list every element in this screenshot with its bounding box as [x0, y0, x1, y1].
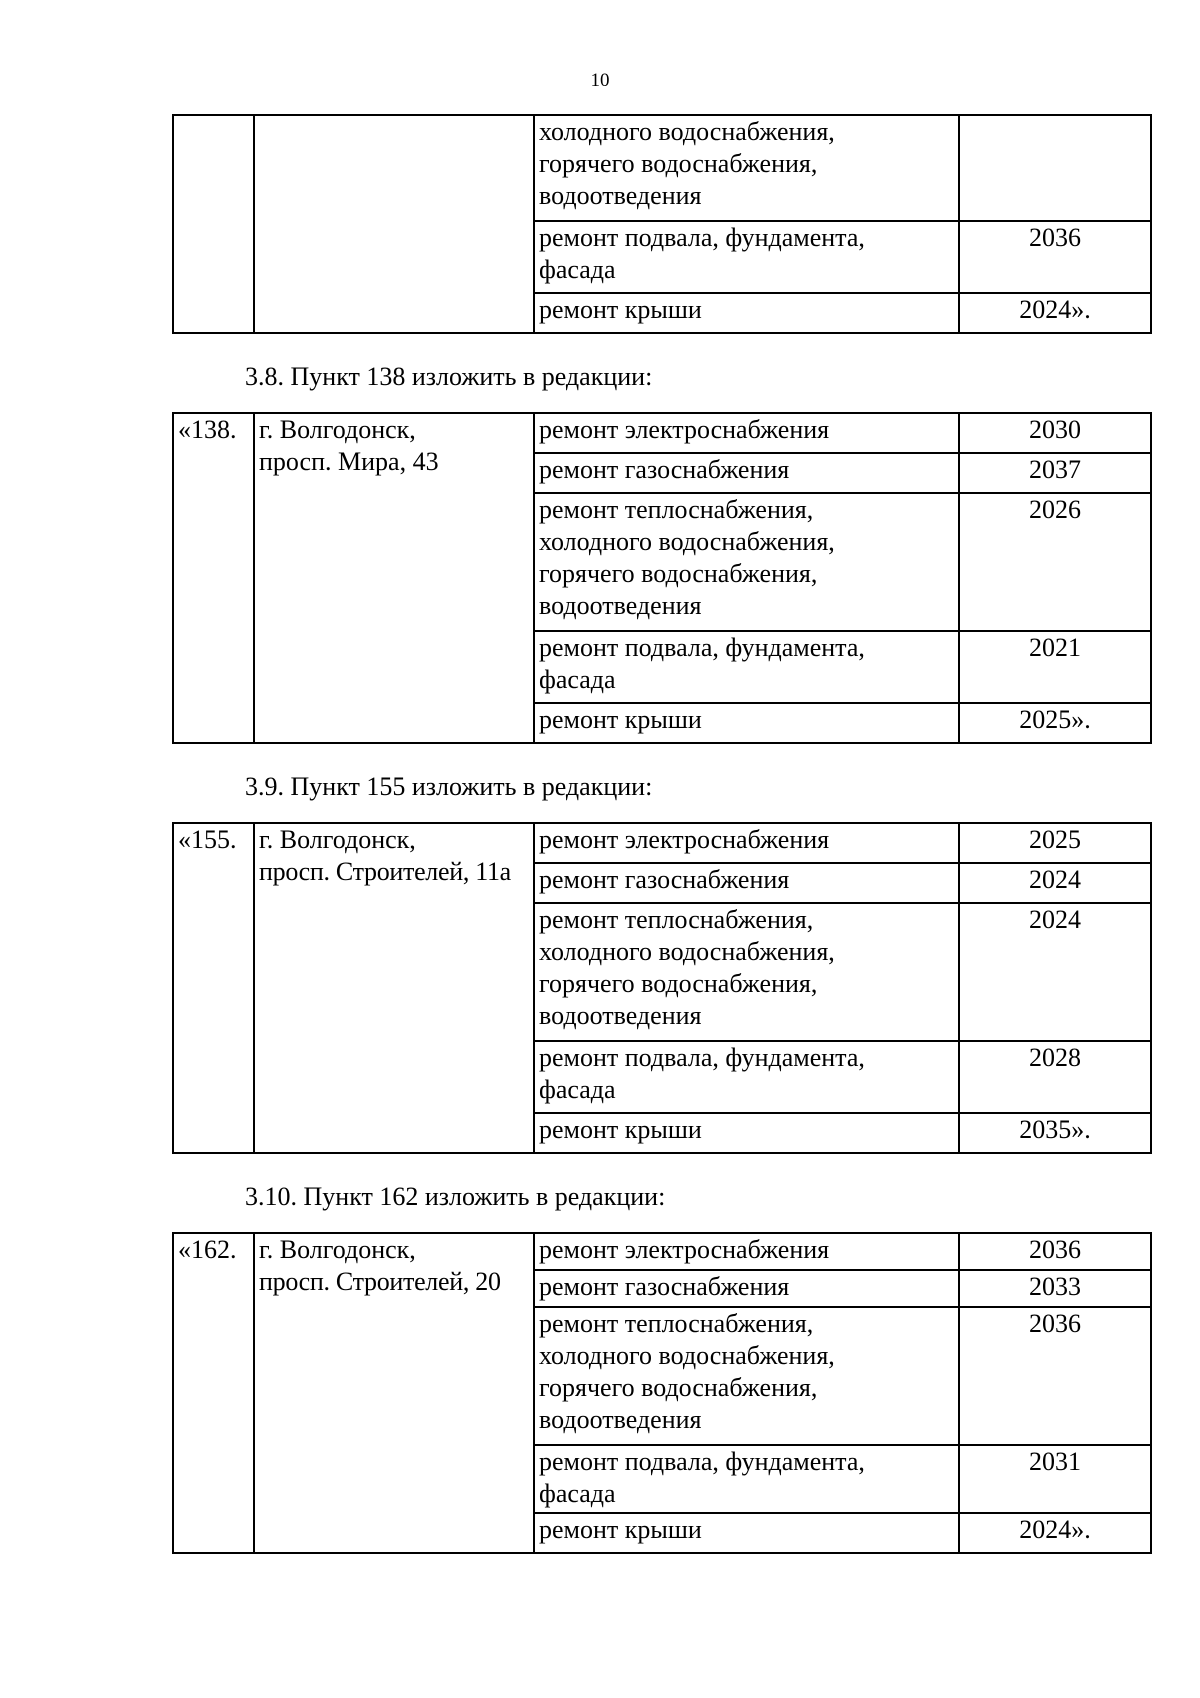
- work-text: ремонт электроснабжения: [539, 415, 830, 444]
- year-text: 2021: [1029, 633, 1081, 662]
- work-text: ремонт крыши: [539, 1515, 702, 1544]
- year-cell: [959, 903, 1151, 1041]
- work-cell: [534, 1307, 959, 1445]
- item-number-cell: [173, 115, 254, 333]
- work-cell: [534, 703, 959, 743]
- work-text: ремонт теплоснабжения, холодного водоснабжения, горячего водоснабжения, водоотведения: [539, 495, 835, 620]
- year-cell: [959, 631, 1151, 703]
- year-cell: [959, 1513, 1151, 1553]
- work-text: ремонт газоснабжения: [539, 1272, 790, 1301]
- year-cell: [959, 221, 1151, 293]
- address-city: г. Волгодонск,: [259, 415, 416, 444]
- year-text: 2024».: [1019, 295, 1091, 324]
- item-number: «155.: [178, 825, 237, 854]
- item-table-155: [172, 822, 1152, 1154]
- address-cell: [254, 115, 534, 333]
- year-text: 2025».: [1019, 705, 1091, 734]
- section-heading-3-9: 3.9. Пункт 155 изложить в редакции:: [245, 772, 653, 801]
- year-text: 2037: [1029, 455, 1081, 484]
- work-cell: [534, 823, 959, 863]
- year-text: 2036: [1029, 223, 1081, 252]
- item-number-cell: [173, 1233, 254, 1553]
- year-text: 2031: [1029, 1447, 1081, 1476]
- year-text: 2036: [1029, 1235, 1081, 1264]
- year-cell: [959, 453, 1151, 493]
- work-cell: [534, 1270, 959, 1307]
- work-text: ремонт крыши: [539, 705, 702, 734]
- work-cell: [534, 863, 959, 903]
- year-text: 2030: [1029, 415, 1081, 444]
- year-text: 2024».: [1019, 1515, 1091, 1544]
- address-street: просп. Строителей, 20: [259, 1267, 501, 1296]
- year-text: 2035».: [1019, 1115, 1091, 1144]
- year-cell: [959, 413, 1151, 453]
- work-cell: [534, 903, 959, 1041]
- page-number: 10: [590, 70, 610, 91]
- year-text: 2024: [1029, 865, 1081, 894]
- year-cell: [959, 1270, 1151, 1307]
- work-text: ремонт газоснабжения: [539, 455, 790, 484]
- work-text: ремонт электроснабжения: [539, 1235, 830, 1264]
- work-cell: [534, 1113, 959, 1153]
- year-cell: [959, 1113, 1151, 1153]
- work-cell: [534, 1445, 959, 1513]
- year-cell: [959, 115, 1151, 221]
- address-cell: [254, 413, 534, 743]
- year-text: 2036: [1029, 1309, 1081, 1338]
- work-text: ремонт подвала, фундамента, фасада: [539, 1447, 865, 1508]
- work-cell: [534, 221, 959, 293]
- work-text: ремонт крыши: [539, 1115, 702, 1144]
- year-text: 2024: [1029, 905, 1081, 934]
- address-street: просп. Строителей, 11а: [259, 857, 511, 886]
- year-cell: [959, 1233, 1151, 1270]
- item-number-cell: [173, 413, 254, 743]
- year-cell: [959, 1307, 1151, 1445]
- item-table-162: [172, 1232, 1152, 1554]
- address-city: г. Волгодонск,: [259, 825, 416, 854]
- year-text: 2026: [1029, 495, 1081, 524]
- work-text: ремонт крыши: [539, 295, 702, 324]
- year-cell: [959, 703, 1151, 743]
- work-text: ремонт подвала, фундамента, фасада: [539, 633, 865, 694]
- item-number: «162.: [178, 1235, 237, 1264]
- year-cell: [959, 1445, 1151, 1513]
- section-heading-3-8: 3.8. Пункт 138 изложить в редакции:: [245, 362, 653, 391]
- section-heading-3-10: 3.10. Пункт 162 изложить в редакции:: [245, 1182, 666, 1211]
- work-cell: [534, 413, 959, 453]
- work-text: ремонт электроснабжения: [539, 825, 830, 854]
- continuation-table: [172, 114, 1152, 334]
- work-text: ремонт теплоснабжения, холодного водоснабжения, горячего водоснабжения, водоотведения: [539, 905, 835, 1030]
- work-cell: [534, 631, 959, 703]
- year-cell: [959, 823, 1151, 863]
- year-text: 2033: [1029, 1272, 1081, 1301]
- address-street: просп. Мира, 43: [259, 447, 439, 476]
- work-cell: [534, 293, 959, 333]
- year-cell: [959, 863, 1151, 903]
- item-table-138: [172, 412, 1152, 744]
- work-cell: [534, 1233, 959, 1270]
- work-text: ремонт подвала, фундамента, фасада: [539, 223, 865, 284]
- work-text: ремонт подвала, фундамента, фасада: [539, 1043, 865, 1104]
- work-cell: [534, 493, 959, 631]
- address-city: г. Волгодонск,: [259, 1235, 416, 1264]
- work-text: ремонт теплоснабжения, холодного водоснабжения, горячего водоснабжения, водоотведения: [539, 1309, 835, 1434]
- address-cell: [254, 1233, 534, 1553]
- work-cell: [534, 453, 959, 493]
- item-number-cell: [173, 823, 254, 1153]
- year-cell: [959, 1041, 1151, 1113]
- work-text: ремонт газоснабжения: [539, 865, 790, 894]
- work-cell: [534, 1041, 959, 1113]
- year-text: 2025: [1029, 825, 1081, 854]
- item-number: «138.: [178, 415, 237, 444]
- work-cell: [534, 1513, 959, 1553]
- year-cell: [959, 293, 1151, 333]
- year-cell: [959, 493, 1151, 631]
- work-cell: [534, 115, 959, 221]
- address-cell: [254, 823, 534, 1153]
- year-text: 2028: [1029, 1043, 1081, 1072]
- work-text: холодного водоснабжения, горячего водоснабжения, водоотведения: [539, 117, 835, 210]
